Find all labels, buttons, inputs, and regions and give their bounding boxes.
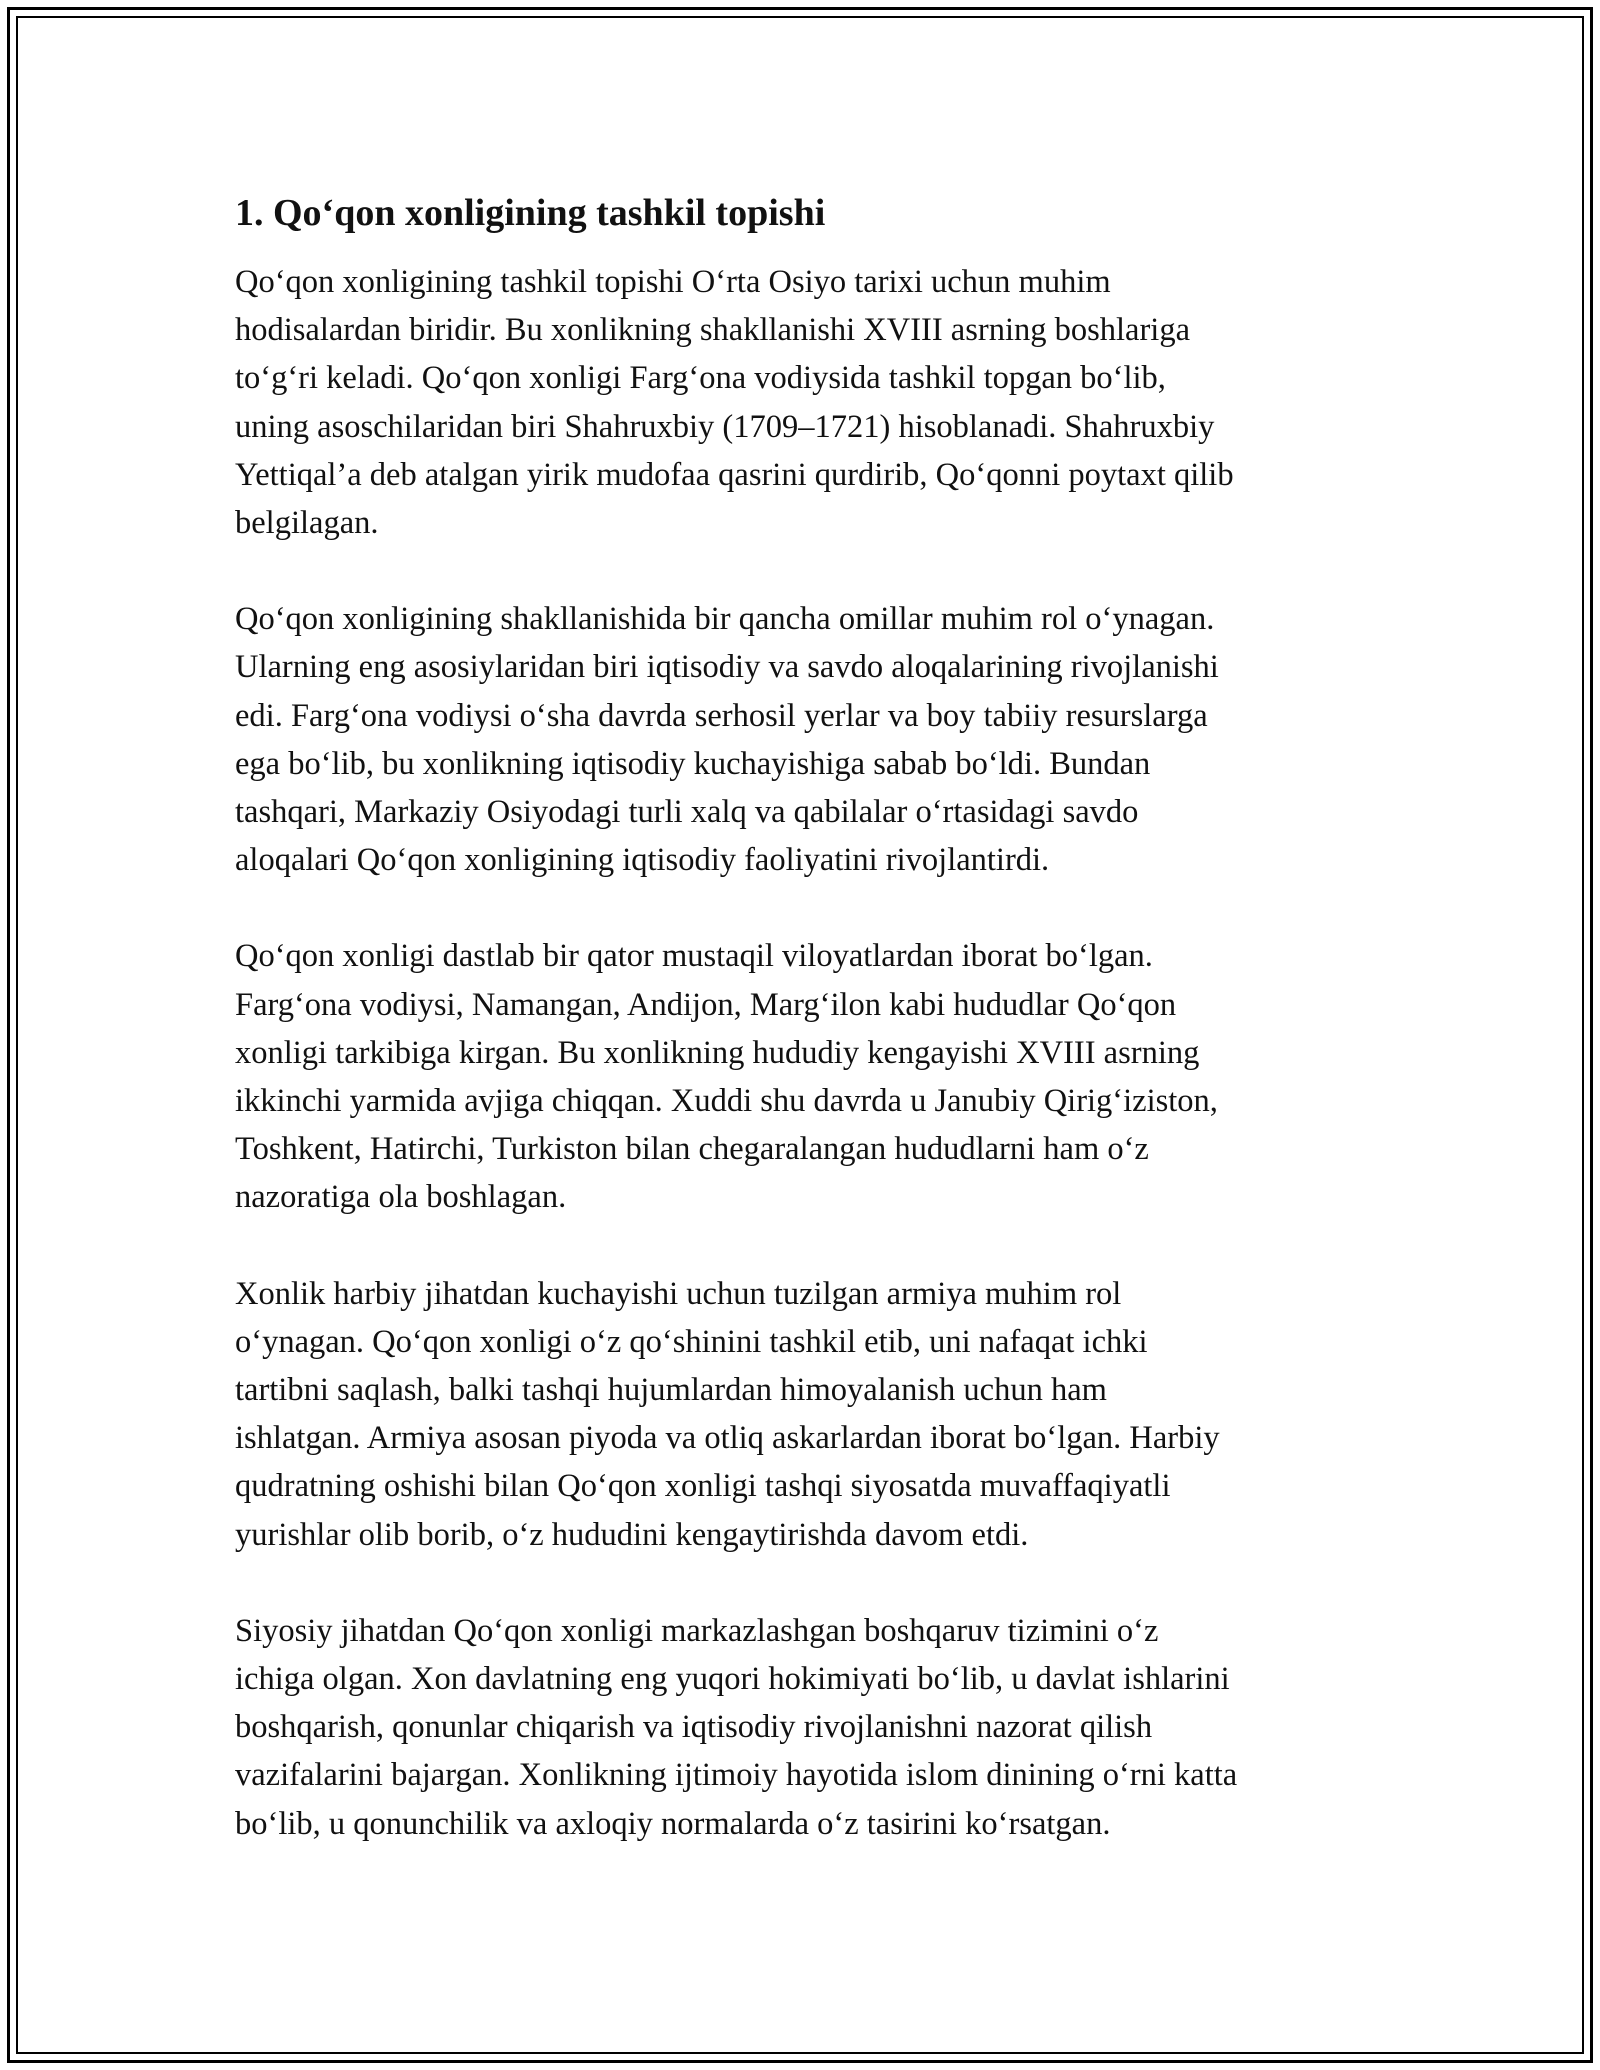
paragraph-3 (235, 932, 1385, 1221)
paragraph-2 (235, 595, 1385, 884)
text-line: Qo‘qon xonligi dastlab bir qator mustaqil viloyatlardan iborat bo‘lgan. (235, 938, 1153, 975)
text-line: Ularning eng asosiylaridan biri iqtisodiy va savdo aloqalarining rivojlanishi (235, 649, 1219, 686)
text-line: ega bo‘lib, bu xonlikning iqtisodiy kuchayishiga sabab bo‘ldi. Bundan (235, 745, 1151, 782)
text-line: belgilagan. (235, 505, 379, 542)
paragraph-5 (235, 1607, 1385, 1848)
text-line: Farg‘ona vodiysi, Namangan, Andijon, Marg‘ilon kabi hududlar Qo‘qon (235, 986, 1177, 1023)
section-heading: 1. Qo‘qon xonligining tashkil topishi (235, 192, 826, 234)
text-line: hodisalardan biridir. Bu xonlikning shakllanishi XVIII asrning boshlariga (235, 312, 1190, 349)
text-line: to‘g‘ri keladi. Qo‘qon xonligi Farg‘ona vodiysida tashkil topgan bo‘lib, (235, 360, 1166, 397)
text-line: tashqari, Markaziy Osiyodagi turli xalq va qabilalar o‘rtasidagi savdo (235, 794, 1139, 831)
text-line: aloqalari Qo‘qon xonligining iqtisodiy faoliyatini rivojlantirdi. (235, 842, 1050, 879)
text-line: ishlatgan. Armiya asosan piyoda va otliq askarlardan iborat bo‘lgan. Harbiy (235, 1420, 1220, 1457)
text-line: Yettiqal’a deb atalgan yirik mudofaa qasrini qurdirib, Qo‘qonni poytaxt qilib (235, 456, 1234, 493)
text-line: Toshkent, Hatirchi, Turkiston bilan chegaralangan hududlarni ham o‘z (235, 1131, 1149, 1168)
text-line: Qo‘qon xonligining shakllanishida bir qancha omillar muhim rol o‘ynagan. (235, 601, 1215, 638)
paragraph-1 (235, 258, 1385, 547)
document-body (235, 188, 1385, 1896)
text-line: xonligi tarkibiga kirgan. Bu xonlikning hududiy kengayishi XVIII asrning (235, 1034, 1200, 1071)
text-line: o‘ynagan. Qo‘qon xonligi o‘z qo‘shinini tashkil etib, uni nafaqat ichki (235, 1323, 1148, 1360)
text-line: bo‘lib, u qonunchilik va axloqiy normalarda o‘z tasirini ko‘rsatgan. (235, 1805, 1111, 1842)
text-line: tartibni saqlash, balki tashqi hujumlardan himoyalanish uchun ham (235, 1372, 1107, 1409)
text-line: uning asoschilaridan biri Shahruxbiy (1709–1721) hisoblanadi. Shahruxbiy (235, 408, 1215, 445)
text-line: boshqarish, qonunlar chiqarish va iqtisodiy rivojlanishni nazorat qilish (235, 1709, 1153, 1746)
text-line: nazoratiga ola boshlagan. (235, 1179, 567, 1216)
text-line: Qo‘qon xonligining tashkil topishi O‘rta Osiyo tarixi uchun muhim (235, 264, 1111, 300)
text-line: Xonlik harbiy jihatdan kuchayishi uchun tuzilgan armiya muhim rol (235, 1275, 1122, 1312)
text-line: yurishlar olib borib, o‘z hududini kengaytirishda davom etdi. (235, 1516, 1029, 1553)
paragraph-4 (235, 1270, 1385, 1559)
text-line: qudratning oshishi bilan Qo‘qon xonligi tashqi siyosatda muvaffaqiyatli (235, 1468, 1171, 1505)
text-line: Siyosiy jihatdan Qo‘qon xonligi markazlashgan boshqaruv tizimini o‘z (235, 1612, 1159, 1649)
text-line: ichiga olgan. Xon davlatning eng yuqori hokimiyati bo‘lib, u davlat ishlarini (235, 1661, 1230, 1698)
text-line: edi. Farg‘ona vodiysi o‘sha davrda serhosil yerlar va boy tabiiy resurslarga (235, 697, 1208, 734)
text-line: ikkinchi yarmida avjiga chiqqan. Xuddi shu davrda u Janubiy Qirig‘iziston, (235, 1083, 1218, 1120)
text-line: vazifalarini bajargan. Xonlikning ijtimoiy hayotida islom dinining o‘rni katta (235, 1757, 1238, 1794)
